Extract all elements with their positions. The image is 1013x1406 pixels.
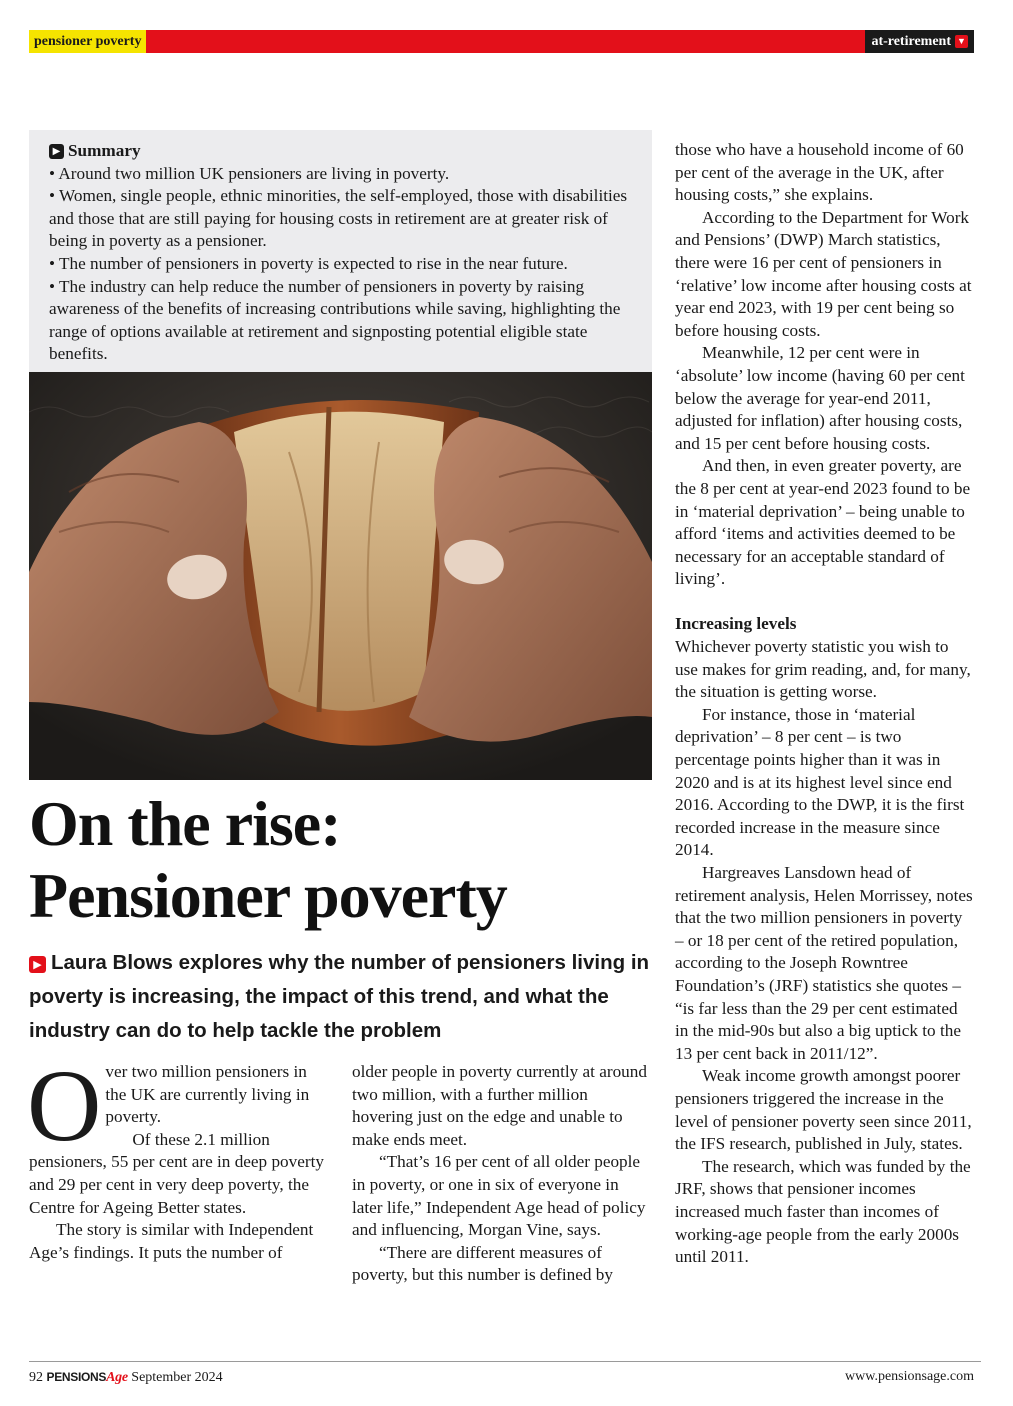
title-line-2: Pensioner poverty xyxy=(29,860,507,931)
page-number: 92 xyxy=(29,1370,43,1385)
summary-heading xyxy=(49,140,638,163)
empty-wallet-photo xyxy=(29,372,652,780)
title-line-1: On the rise: xyxy=(29,788,341,859)
paragraph: And then, in even greater poverty, are the 8 per cent at year-end 2023 found to be in ‘material deprivation’ – being unable to afford ‘items and activities deemed to be necessary for an acceptable standard of living’. xyxy=(675,456,971,589)
paragraph: Hargreaves Lansdown head of retirement analysis, Helen Morrissey, notes that the two million pensioners in poverty – or 18 per cent of the retired population, according to the Joseph Rowntree Foundation’s (JRF) statistics she quotes – “is far less than the 29 per cent estimated in the mid-90s but also a big uptick to the 13 per cent back in 2011/12”. xyxy=(675,863,973,1063)
paragraph: older people in poverty currently at around two million, with a further million hovering just on the edge and unable to make ends meet. xyxy=(352,1062,647,1149)
brand-tag-label: at-retirement xyxy=(871,34,951,49)
paragraph: The story is similar with Independent Age’s findings. It puts the number of xyxy=(29,1220,314,1262)
arrow-right-icon: ▶ xyxy=(29,956,46,973)
page-footer xyxy=(29,1368,974,1387)
publication-logo: PENSIONSAge xyxy=(46,1370,128,1385)
paragraph: those who have a household income of 60 per cent of the average in the UK, after housing costs,” she explains. xyxy=(675,140,964,205)
summary-item: • The number of pensioners in poverty is expected to rise in the near future. xyxy=(49,253,638,276)
summary-item: • Around two million UK pensioners are living in poverty. xyxy=(49,163,638,186)
paragraph: Over two million pensioners in the UK are currently living in poverty. xyxy=(27,1049,310,1163)
standfirst-text: Laura Blows explores why the number of pensioners living in poverty is increasing, the impact of this trend, and what the industry can do to help tackle the problem xyxy=(29,951,650,1042)
article-column-2 xyxy=(352,1061,652,1287)
paragraph: Of these 2.1 million pensioners, 55 per cent are in deep poverty and 29 per cent in very deep poverty, the Centre for Ageing Better states. xyxy=(29,1129,324,1217)
summary-box xyxy=(29,130,652,372)
summary-list xyxy=(49,163,638,366)
issue-date: September 2024 xyxy=(131,1370,223,1385)
footer-left xyxy=(29,1368,223,1387)
drop-cap: O xyxy=(27,1049,102,1163)
paragraph: For instance, those in ‘material deprivation’ – 8 per cent – is two percentage points higher than it was in 2020 and is at its highest level since end 2016. According to the DWP, it is the first recorded increase in the measure since 2014. xyxy=(675,704,965,860)
paragraph: Meanwhile, 12 per cent were in ‘absolute’ low income (having 60 per cent below the average for year-end 2011, adjusted for inflation) after housing costs, and 15 per cent before housing costs. xyxy=(675,343,965,453)
subheading: Increasing levels xyxy=(675,614,797,634)
chevron-down-icon: ▼ xyxy=(955,35,968,48)
arrow-right-icon: ▶ xyxy=(49,144,64,159)
website-url[interactable]: www.pensionsage.com xyxy=(845,1369,974,1384)
paragraph: “There are different measures of poverty, but this number is defined by xyxy=(352,1242,613,1285)
footer-divider xyxy=(29,1361,981,1362)
summary-item: • Women, single people, ethnic minorities, the self-employed, those with disabilities and those that are still paying for housing costs in retirement are at greater risk of being in poverty as a pensioner. xyxy=(49,185,638,253)
paragraph: Weak income growth amongst poorer pensioners triggered the increase in the level of pensioner poverty seen since 2011, the IFS research, published in July, states. xyxy=(675,1066,972,1154)
paragraph: Whichever poverty statistic you wish to use makes for grim reading, and, for many, the situation is getting worse. xyxy=(675,637,971,702)
page-title xyxy=(29,788,652,932)
standfirst xyxy=(29,946,655,1048)
summary-item: • The industry can help reduce the number of pensioners in poverty by raising awareness of the benefits of increasing contributions while saving, highlighting the range of options available at retirement and signposting potential eligible state benefits. xyxy=(49,276,638,366)
article-column-3 xyxy=(675,139,975,1269)
paragraph: “That’s 16 per cent of all older people in poverty, or one in six of everyone in later life,” Independent Age head of policy and influencing, Morgan Vine, says. xyxy=(352,1152,646,1240)
section-tag: pensioner poverty xyxy=(29,30,146,53)
summary-title: Summary xyxy=(68,141,141,160)
paragraph: The research, which was funded by the JRF, shows that pensioner incomes increased much faster than incomes of working-age people from the early 2000s until 2011. xyxy=(675,1156,971,1267)
article-column-1 xyxy=(27,1049,327,1264)
paragraph: According to the Department for Work and Pensions’ (DWP) March statistics, there were 16 per cent of pensioners in ‘relative’ low income after housing costs at year end 2023, with 19 per cent being so before housing costs. xyxy=(675,207,972,340)
top-banner xyxy=(29,30,974,53)
brand-tag xyxy=(865,30,974,53)
